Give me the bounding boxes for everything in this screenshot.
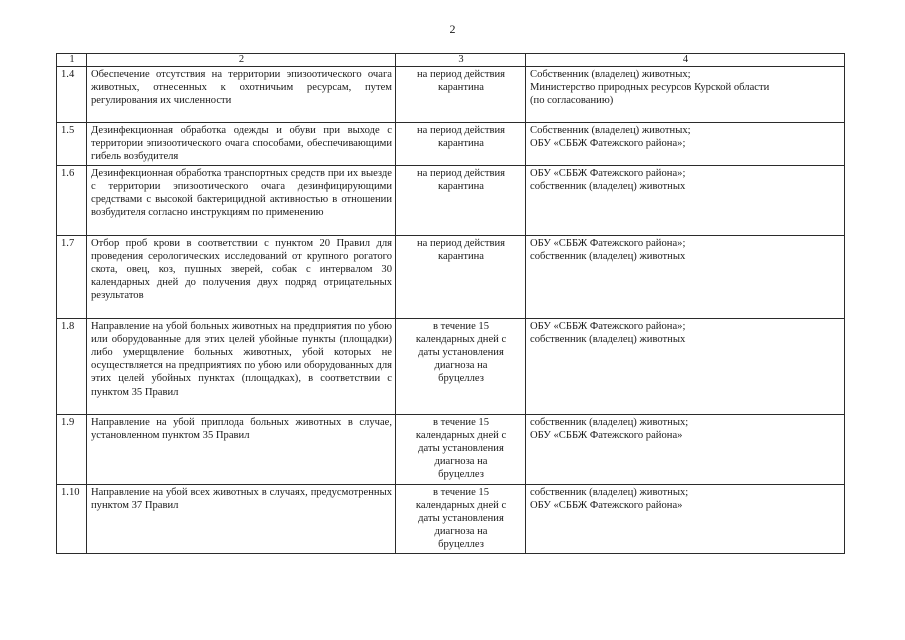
measure-term	[396, 318, 526, 414]
measure-description: Направление на убой всех животных в случаях, предусмотренных пунктом 37 Правил	[87, 484, 396, 553]
header-col-1: 1	[57, 54, 87, 67]
term-line: на период действия	[416, 167, 506, 179]
term-line: на период действия	[416, 69, 506, 80]
responsible-line: собственник (владелец) животных;	[530, 416, 689, 428]
term-line: карантина	[437, 250, 485, 262]
term-line: календарных дней с	[415, 429, 507, 441]
term-line: даты установления	[418, 443, 504, 455]
measure-description: Направление на убой приплода больных животных в случае, установленном пунктом 35 Правил	[87, 414, 396, 484]
measure-term	[396, 484, 526, 553]
table-row	[57, 318, 845, 414]
responsible-line: ОБУ «СББЖ Фатежского района»	[530, 429, 683, 441]
term-line: бруцеллез	[438, 469, 484, 481]
responsible-line: (по согласованию)	[530, 95, 614, 107]
table-row	[57, 484, 845, 553]
responsible-line: ОБУ «СББЖ Фатежского района»;	[530, 138, 686, 150]
responsible-line: ОБУ «СББЖ Фатежского района»	[530, 499, 683, 511]
responsible-line: Собственник (владелец) животных;	[530, 69, 691, 80]
responsible-line: собственник (владелец) животных;	[530, 486, 689, 498]
page-number: 2	[449, 22, 456, 36]
term-line: даты установления	[418, 347, 504, 359]
responsible-line: ОБУ «СББЖ Фатежского района»;	[530, 167, 686, 179]
measure-term	[396, 235, 526, 318]
measure-term	[396, 414, 526, 484]
table-row	[57, 67, 845, 123]
responsible-line: ОБУ «СББЖ Фатежского района»;	[530, 237, 686, 249]
header-col-4: 4	[526, 54, 845, 67]
term-line: бруцеллез	[438, 539, 484, 551]
measure-responsible	[526, 165, 845, 235]
measure-description: Отбор проб крови в соответствии с пунктом 20 Правил для проведения серологических исследований от крупного рогатого скота, овец, коз, пушных зверей, собак с интервалом 30 календарных дней до получения двух подряд отрицательных результатов	[87, 235, 396, 318]
term-line: карантина	[437, 82, 485, 94]
responsible-line: Министерство природных ресурсов Курской области	[530, 82, 770, 94]
header-col-2: 2	[87, 54, 396, 67]
row-number: 1.5	[57, 123, 87, 166]
responsible-line: собственник (владелец) животных	[530, 180, 686, 192]
row-number: 1.9	[57, 414, 87, 484]
measure-description: Дезинфекционная обработка одежды и обуви при выходе с территории эпизоотического очага способами, обеспечивающими гибель возбудителя	[87, 123, 396, 166]
measure-responsible	[526, 235, 845, 318]
term-line: на период действия	[416, 125, 506, 136]
table-row	[57, 123, 845, 166]
responsible-line: собственник (владелец) животных	[530, 333, 686, 345]
term-line: календарных дней с	[415, 499, 507, 511]
measure-responsible	[526, 484, 845, 553]
table-row	[57, 165, 845, 235]
responsible-line: Собственник (владелец) животных;	[530, 125, 691, 136]
measure-term	[396, 123, 526, 166]
term-line: диагноза на	[434, 456, 488, 468]
term-line: календарных дней с	[415, 333, 507, 345]
measure-description: Обеспечение отсутствия на территории эпизоотического очага животных, отнесенных к охотничьим ресурсам, путем регулирования их численности	[87, 67, 396, 123]
term-line: диагноза на	[434, 360, 488, 372]
term-line: карантина	[437, 138, 485, 150]
row-number: 1.6	[57, 165, 87, 235]
term-line: в течение 15	[432, 320, 490, 332]
responsible-line: ОБУ «СББЖ Фатежского района»;	[530, 320, 686, 332]
table-header-row	[57, 54, 845, 67]
term-line: на период действия	[416, 237, 506, 249]
measure-term	[396, 165, 526, 235]
row-number: 1.7	[57, 235, 87, 318]
header-col-3: 3	[396, 54, 526, 67]
term-line: в течение 15	[432, 486, 490, 498]
term-line: карантина	[437, 180, 485, 192]
row-number: 1.4	[57, 67, 87, 123]
term-line: даты установления	[418, 513, 504, 525]
term-line: в течение 15	[432, 416, 490, 428]
table-row	[57, 414, 845, 484]
measure-responsible	[526, 318, 845, 414]
measure-responsible	[526, 67, 845, 123]
row-number: 1.8	[57, 318, 87, 414]
term-line: диагноза на	[434, 526, 488, 538]
measure-term	[396, 67, 526, 123]
responsible-line: собственник (владелец) животных	[530, 250, 686, 262]
measure-description: Направление на убой больных животных на предприятия по убою или оборудованные для этих целей убойные пункты (площадки) либо умерщвление больных животных, убой которых не осуществляется на предприятиях по убою или оборудованных для этих целей убойных пунктах (площадках), в соответствии с пунктом 35 Правил	[87, 318, 396, 414]
table-row	[57, 235, 845, 318]
measure-responsible	[526, 123, 845, 166]
term-line: бруцеллез	[438, 373, 484, 385]
measures-table	[56, 53, 845, 554]
measure-description: Дезинфекционная обработка транспортных средств при их выезде с территории эпизоотического очага дезинфицирующими средствами с высокой бактерицидной активностью в отношении возбудителя согласно инструкциям по применению	[87, 165, 396, 235]
measure-responsible	[526, 414, 845, 484]
row-number: 1.10	[57, 484, 87, 553]
